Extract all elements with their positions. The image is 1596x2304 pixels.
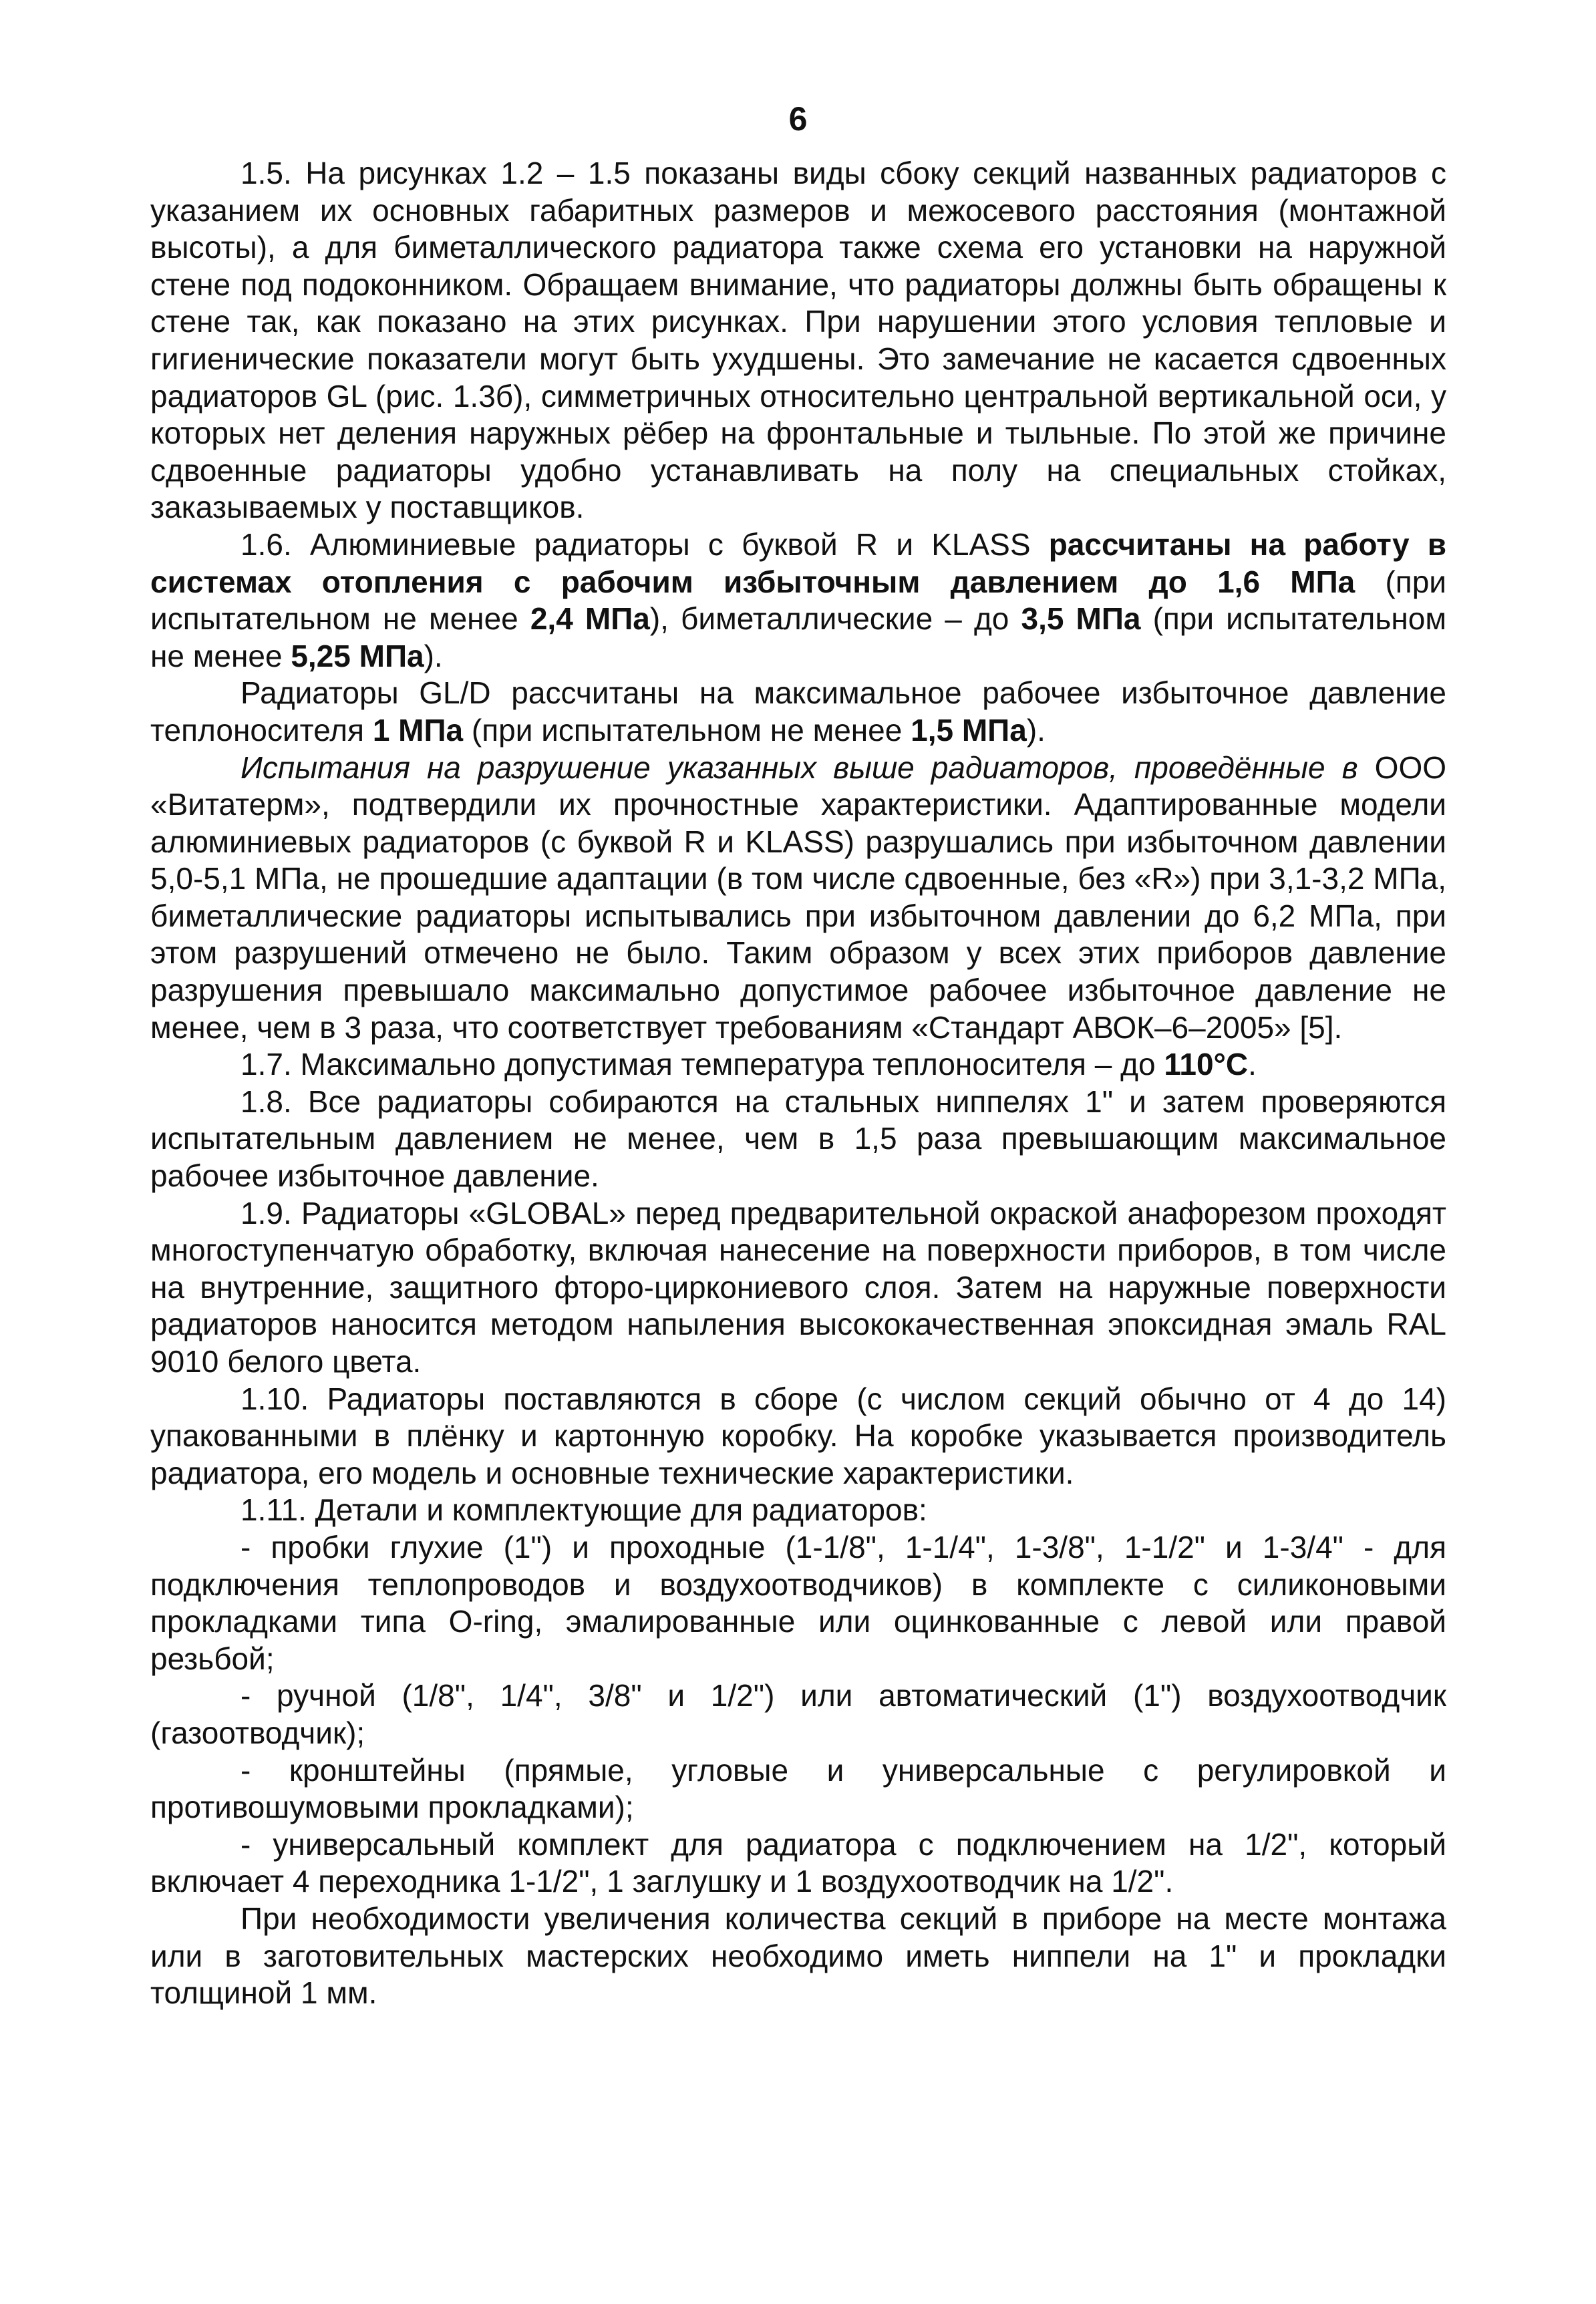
paragraph-gl-d-bold-2: 1,5 МПа	[911, 712, 1027, 748]
paragraph-tests-text: ООО «Витатерм», подтвердили их прочностные характеристики. Адаптированные модели алюминиевых радиаторов (с буквой R и KLASS) разрушались при избыточном давлении 5,0-5,1 МПа, не прошедшие адаптации (в том числе сдвоенные, без «R») при 3,1-3,2 МПа, биметаллические радиаторы испытывались при избыточном давлении до 6,2 МПа, при этом разрушений отмечено не было. Таким образом у всех этих приборов давление разрушения превышало максимально допустимое рабочее избыточное давление не менее, чем в 3 раза, что соответствует требованиям «Стандарт АВОК–6–2005» [5].	[150, 750, 1447, 1045]
paragraph-1-9: 1.9. Радиаторы «GLOBAL» перед предварительной окраской анафорезом проходят многоступенчатую обработку, включая нанесение на поверхности приборов, в том числе на внутренние, защитного фторо-циркониевого слоя. Затем на наружные поверхности радиаторов наносится методом напыления высококачественная эпоксидная эмаль RAL 9010 белого цвета.	[150, 1195, 1446, 1379]
paragraph-1-6-text-4: (при испытательном не менее	[150, 601, 1446, 673]
paragraph-tests-italic: Испытания на разрушение указанных выше радиаторов, проведённые в	[241, 750, 1358, 785]
paragraph-1-7	[150, 1046, 1446, 1084]
paragraph-gl-d-bold-1: 1 МПа	[372, 712, 464, 748]
paragraph-gl-d	[150, 675, 1446, 749]
list-item-plugs: - пробки глухие (1") и проходные (1-1/8", 1-1/4", 1-3/8", 1-1/2" и 1-3/4" - для подключения теплопроводов и воздухоотводчиков) в комплекте с силиконовыми прокладками типа O-ring, эмалированные или оцинкованные с левой или правой резьбой;	[150, 1529, 1446, 1676]
paragraph-1-7-text-1: 1.7. Максимально допустимая температура теплоносителя – до	[241, 1047, 1164, 1082]
paragraph-gl-d-text-1: Радиаторы GL/D рассчитаны на максимальное рабочее избыточное давление теплоносителя	[150, 675, 1446, 748]
page-number: 6	[788, 100, 808, 138]
paragraph-1-6-bold-3: 3,5 МПа	[1021, 601, 1141, 637]
paragraph-1-10: 1.10. Радиаторы поставляются в сборе (с числом секций обычно от 4 до 14) упакованными в плёнку и картонную коробку. На коробке указывается производитель радиатора, его модель и основные технические характеристики.	[150, 1381, 1446, 1490]
paragraph-1-6-text-5: ).	[424, 638, 443, 673]
paragraph-1-6-bold-2: 2,4 МПа	[530, 601, 650, 637]
paragraph-1-6-text-2: (при испытательном не менее	[150, 564, 1446, 637]
paragraph-gl-d-text-3: ).	[1026, 712, 1046, 748]
paragraph-1-7-bold: 110°С	[1164, 1047, 1249, 1082]
paragraph-1-7-text-2: .	[1248, 1047, 1257, 1082]
paragraph-tests	[150, 750, 1446, 1047]
list-item-brackets: - кронштейны (прямые, угловые и универсальные с регулировкой и противошумовыми прокладками);	[150, 1752, 1446, 1825]
paragraph-1-5: 1.5. На рисунках 1.2 – 1.5 показаны виды сбоку секций названных радиаторов с указанием их основных габаритных размеров и межосевого расстояния (монтажной высоты), а для биметаллического радиатора также схема его установки на наружной стене под подоконником. Обращаем внимание, что радиаторы должны быть обращены к стене так, как показано на этих рисунках. При нарушении этого условия тепловые и гигиенические показатели могут быть ухудшены. Это замечание не касается сдвоенных радиаторов GL (рис. 1.3б), симметричных относительно центральной вертикальной оси, у которых нет деления наружных рёбер на фронтальные и тыльные. По этой же причине сдвоенные радиаторы удобно устанавливать на полу на специальных стойках, заказываемых у поставщиков.	[150, 156, 1446, 525]
document-body	[150, 155, 1446, 2012]
paragraph-1-11: 1.11. Детали и комплектующие для радиаторов:	[241, 1492, 927, 1528]
paragraph-1-6	[150, 526, 1446, 675]
paragraph-1-8: 1.8. Все радиаторы собираются на стальных ниппелях 1" и затем проверяются испытательным давлением не менее, чем в 1,5 раза превышающим максимальное рабочее избыточное давление.	[150, 1084, 1446, 1194]
paragraph-1-6-text-1: 1.6. Алюминиевые радиаторы с буквой R и KLASS	[241, 526, 1049, 562]
paragraph-1-6-text-3: ), биметаллические – до	[649, 601, 1021, 637]
paragraph-gl-d-text-2: (при испытательном не менее	[463, 712, 911, 748]
list-item-air-vent: - ручной (1/8", 1/4", 3/8" и 1/2") или автоматический (1") воздухоотводчик (газоотводчик);	[150, 1678, 1446, 1750]
paragraph-final: При необходимости увеличения количества секций в приборе на месте монтажа или в заготовительных мастерских необходимо иметь ниппели на 1" и прокладки толщиной 1 мм.	[150, 1901, 1446, 2011]
paragraph-1-6-bold-1: рассчитаны на работу в системах отопления с рабочим избыточным давлением до 1,6 МПа	[150, 526, 1446, 599]
paragraph-1-6-bold-4: 5,25 МПа	[291, 638, 424, 673]
list-item-universal-kit: - универсальный комплект для радиатора с подключением на 1/2", который включает 4 переходника 1-1/2", 1 заглушку и 1 воздухоотводчик на 1/2".	[150, 1826, 1446, 1899]
